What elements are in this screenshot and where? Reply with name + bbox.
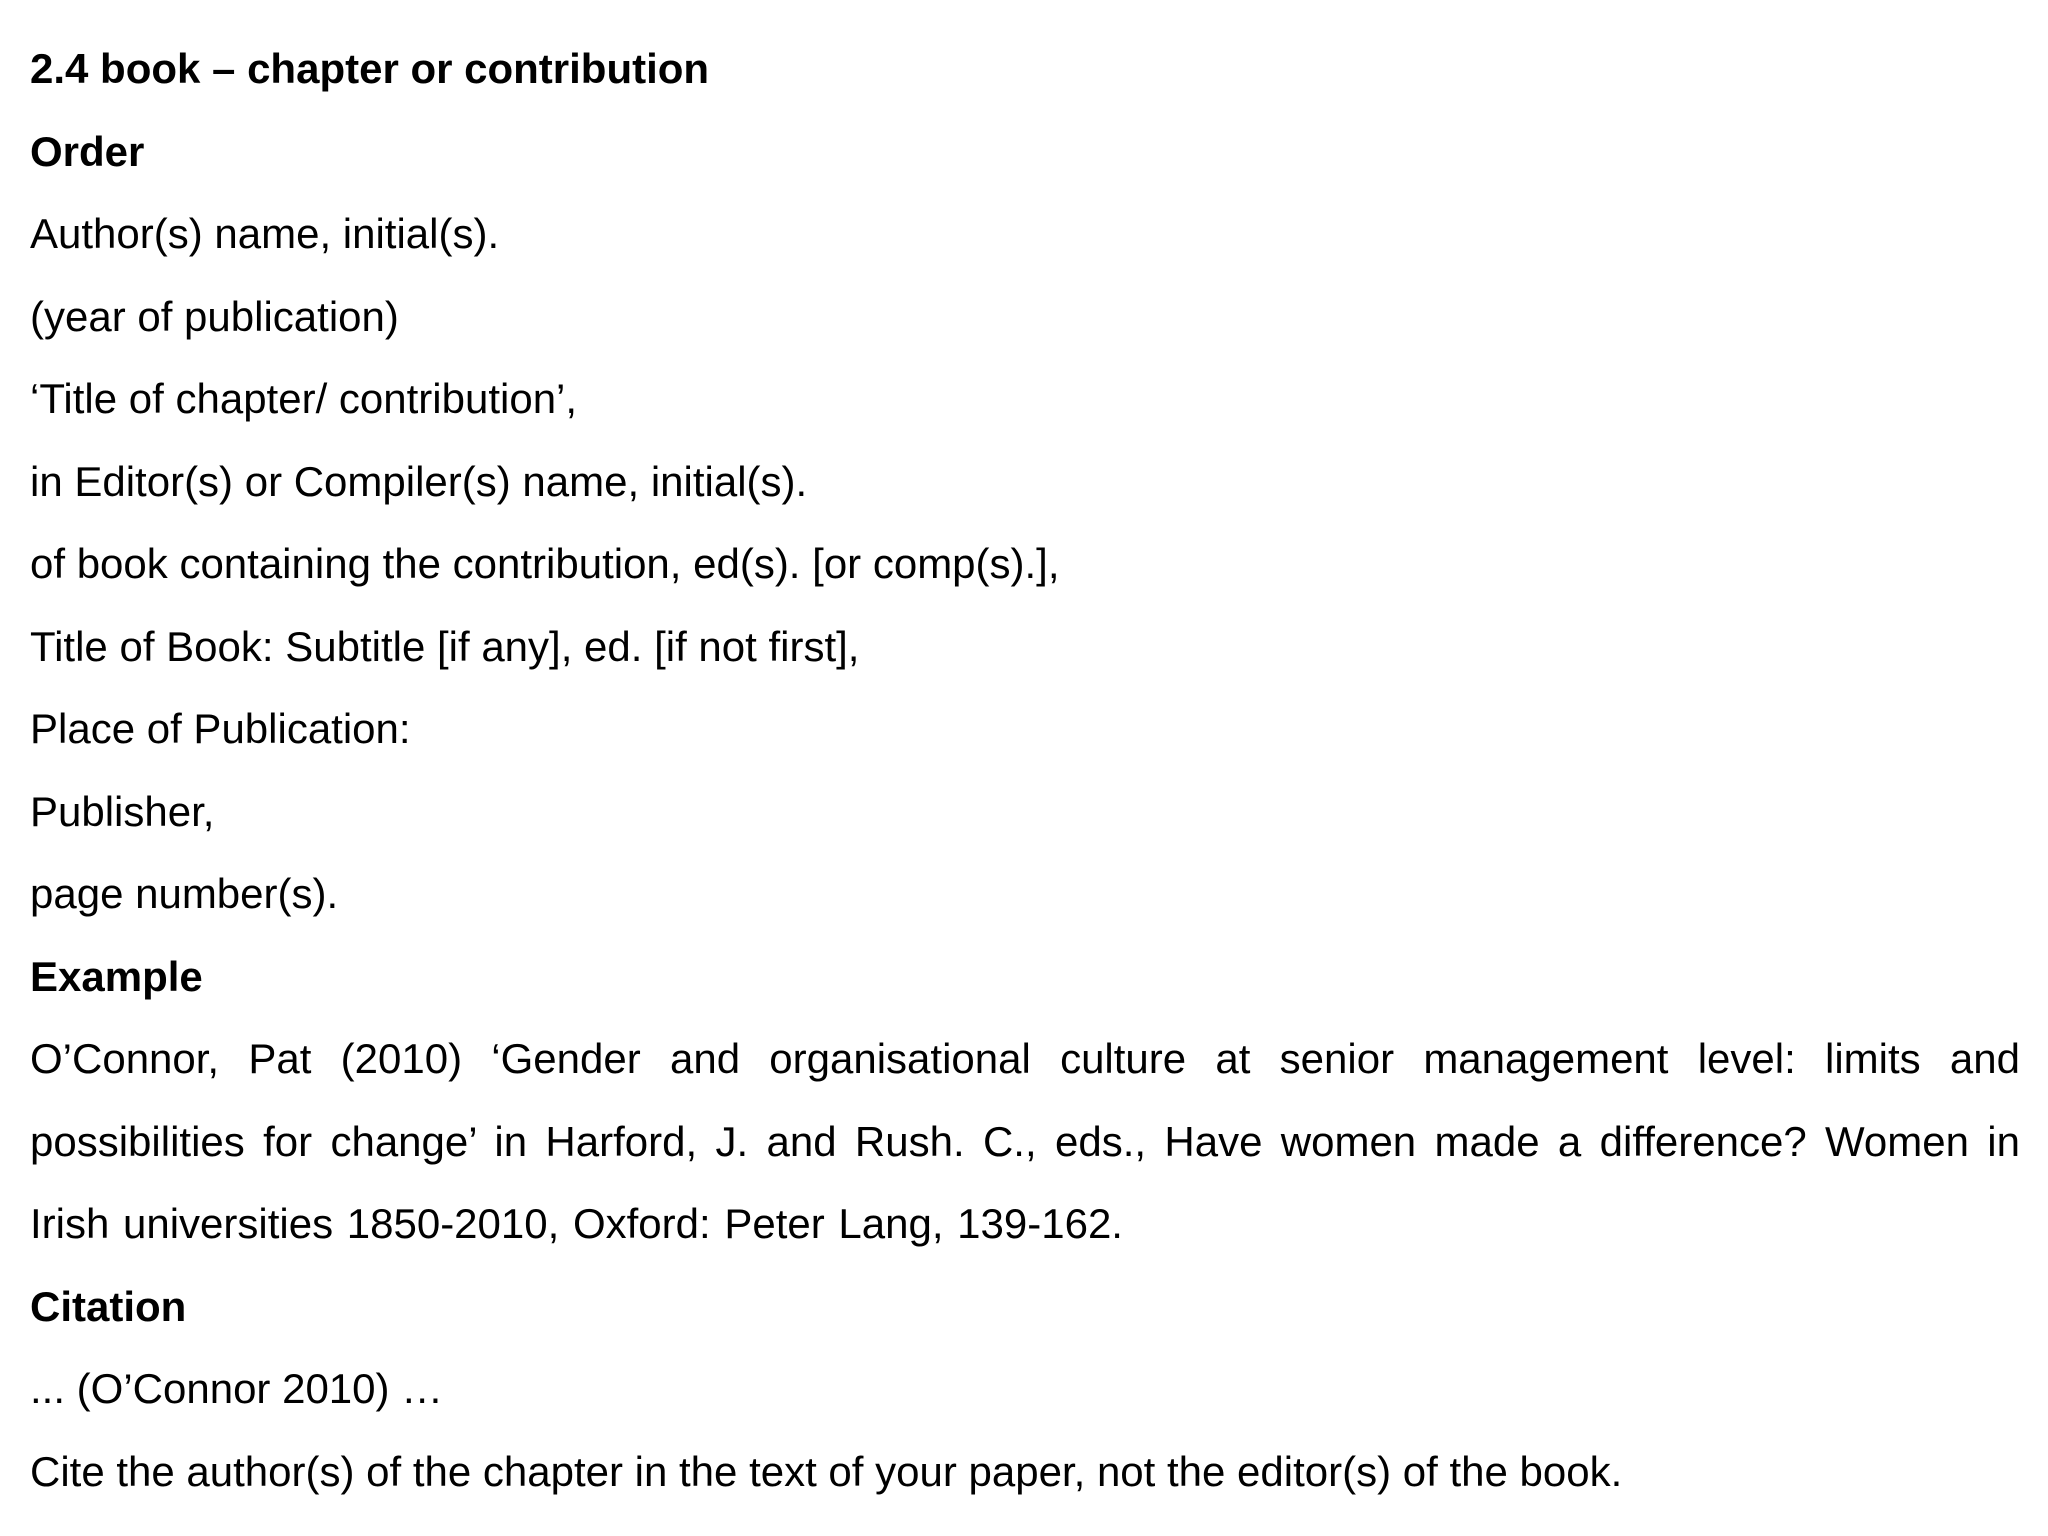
example-reference: O’Connor, Pat (2010) ‘Gender and organisational culture at senior management level: limits and possibilities for change’ in Harford, J. and Rush. C., eds., Have women made a difference? Women in Irish universities 1850-2010, Oxford: Peter Lang, 139-162. (30, 1035, 2020, 1247)
order-line-book-contribution: of book containing the contribution, ed(s). [or comp(s).], (30, 540, 1060, 587)
document-page (30, 28, 2020, 1513)
citation-label: Citation (30, 1282, 187, 1330)
order-line-year: (year of publication) (30, 292, 399, 340)
citation-example: ... (O’Connor 2010) … (30, 1365, 444, 1412)
order-line-book-title: Title of Book: Subtitle [if any], ed. [if not first], (30, 622, 860, 670)
order-line-place: Place of Publication: (30, 705, 411, 752)
order-line-pages: page number(s). (30, 870, 339, 917)
order-line-chapter-title: ‘Title of chapter/ contribution’, (30, 375, 578, 422)
citation-note: Cite the author(s) of the chapter in the text of your paper, not the editor(s) of the book. (30, 1447, 1623, 1495)
order-line-editor: in Editor(s) or Compiler(s) name, initial(s). (30, 457, 808, 505)
order-line-author: Author(s) name, initial(s). (30, 210, 500, 257)
example-label: Example (30, 952, 203, 1000)
section-heading: 2.4 book – chapter or contribution (30, 45, 710, 92)
order-line-publisher: Publisher, (30, 787, 215, 835)
order-label: Order (30, 127, 145, 175)
